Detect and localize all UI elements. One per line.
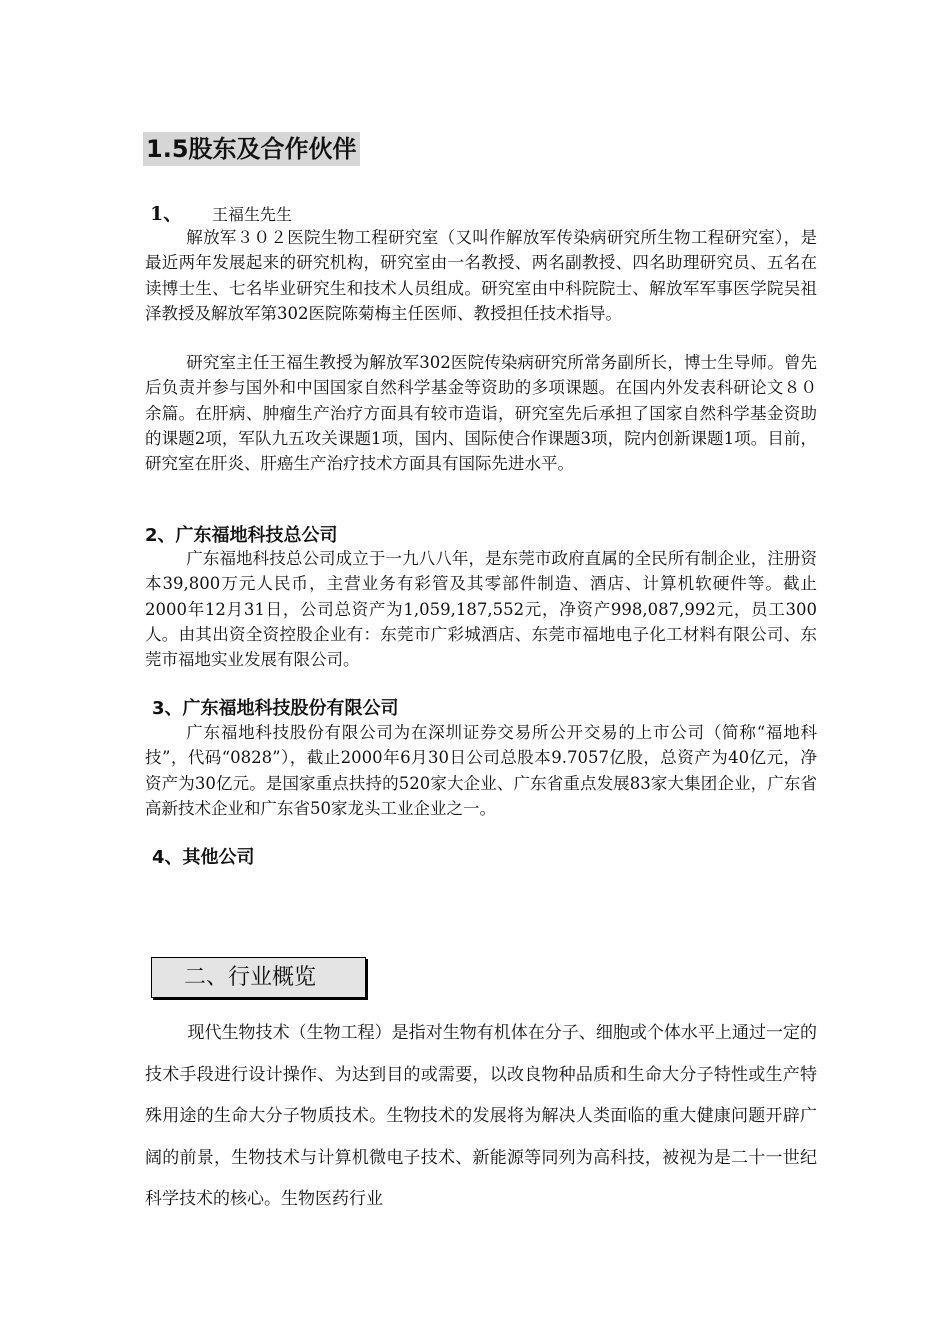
partner-number: 4、 bbox=[152, 847, 183, 868]
partner-heading bbox=[150, 202, 292, 227]
section-title: 1.5股东及合作伙伴 bbox=[143, 132, 360, 166]
partner-name: 广东福地科技股份有限公司 bbox=[182, 698, 399, 719]
partner-number: 3、 bbox=[152, 698, 183, 719]
paragraph: 解放军３０２医院生物工程研究室（又叫作解放军传染病研究所生物工程研究室），是最近两年发展起来的研究机构，研究室由一名教授、两名副教授、四名助理研究员、五名在读博士生、七名毕业研究生和技术人员组成。研究室由中科院院士、解放军军事医学院吴祖泽教授及解放军第302医院陈菊梅主任医师、教授担任技术指导。 bbox=[145, 228, 817, 323]
partner-number: 2、 bbox=[145, 525, 176, 546]
partner-heading bbox=[145, 524, 338, 548]
partner-heading bbox=[152, 697, 399, 721]
paragraph: 广东福地科技股份有限公司为在深圳证券交易所公开交易的上市公司（简称“福地科技”，代码“0828”），截止2000年6月30日公司总股本9.7057亿股，总资产为40亿元，净资产为30亿元。是国家重点扶持的520家大企业、广东省重点发展83家大集团企业，广东省高新技术企业和广东省50家龙头工业企业之一。 bbox=[145, 723, 817, 818]
paragraph: 广东福地科技总公司成立于一九八八年，是东莞市政府直属的全民所有制企业，注册资本39,800万元人民币，主营业务有彩管及其零部件制造、酒店、计算机软硬件等。截止2000年12月31日，公司总资产为1,059,187,552元，净资产998,087,992元，员工300人。由其出资全资控股企业有：东莞市广彩城酒店、东莞市福地电子化工材料有限公司、东莞市福地实业发展有限公司。 bbox=[145, 549, 817, 670]
paragraph: 研究室主任王福生教授为解放军302医院传染病研究所常务副所长，博士生导师。曾先后负责并参与国外和中国国家自然科学基金等资助的多项课题。在国内外发表科研论文８０余篇。在肝病、肿瘤生产治疗方面具有较市造诣，研究室先后承担了国家自然科学基金资助的课题2项，军队九五攻关课题1项，国内、国际使合作课题3项，院内创新课题1项。目前，研究室在肝炎、肝癌生产治疗技术方面具有国际先进水平。 bbox=[145, 353, 817, 474]
partner-name: 王福生先生 bbox=[212, 205, 293, 224]
partner-heading bbox=[152, 846, 255, 870]
chapter-title: 二、行业概览 bbox=[151, 957, 366, 998]
partner-name: 其他公司 bbox=[182, 847, 255, 868]
partner-number: 1、 bbox=[150, 203, 183, 225]
chapter-paragraph: 现代生物技术（生物工程）是指对生物有机体在分子、细胞或个体水平上通过一定的技术手段进行设计操作、为达到目的或需要，以改良物种品质和生命大分子特性或生产特殊用途的生命大分子物质技术。生物技术的发展将为解决人类面临的重大健康问题开辟广阔的前景，生物技术与计算机微电子技术、新能源等同列为高科技，被视为是二十一世纪科学技术的核心。生物医药行业 bbox=[145, 1023, 817, 1210]
partner-name: 广东福地科技总公司 bbox=[175, 525, 338, 546]
